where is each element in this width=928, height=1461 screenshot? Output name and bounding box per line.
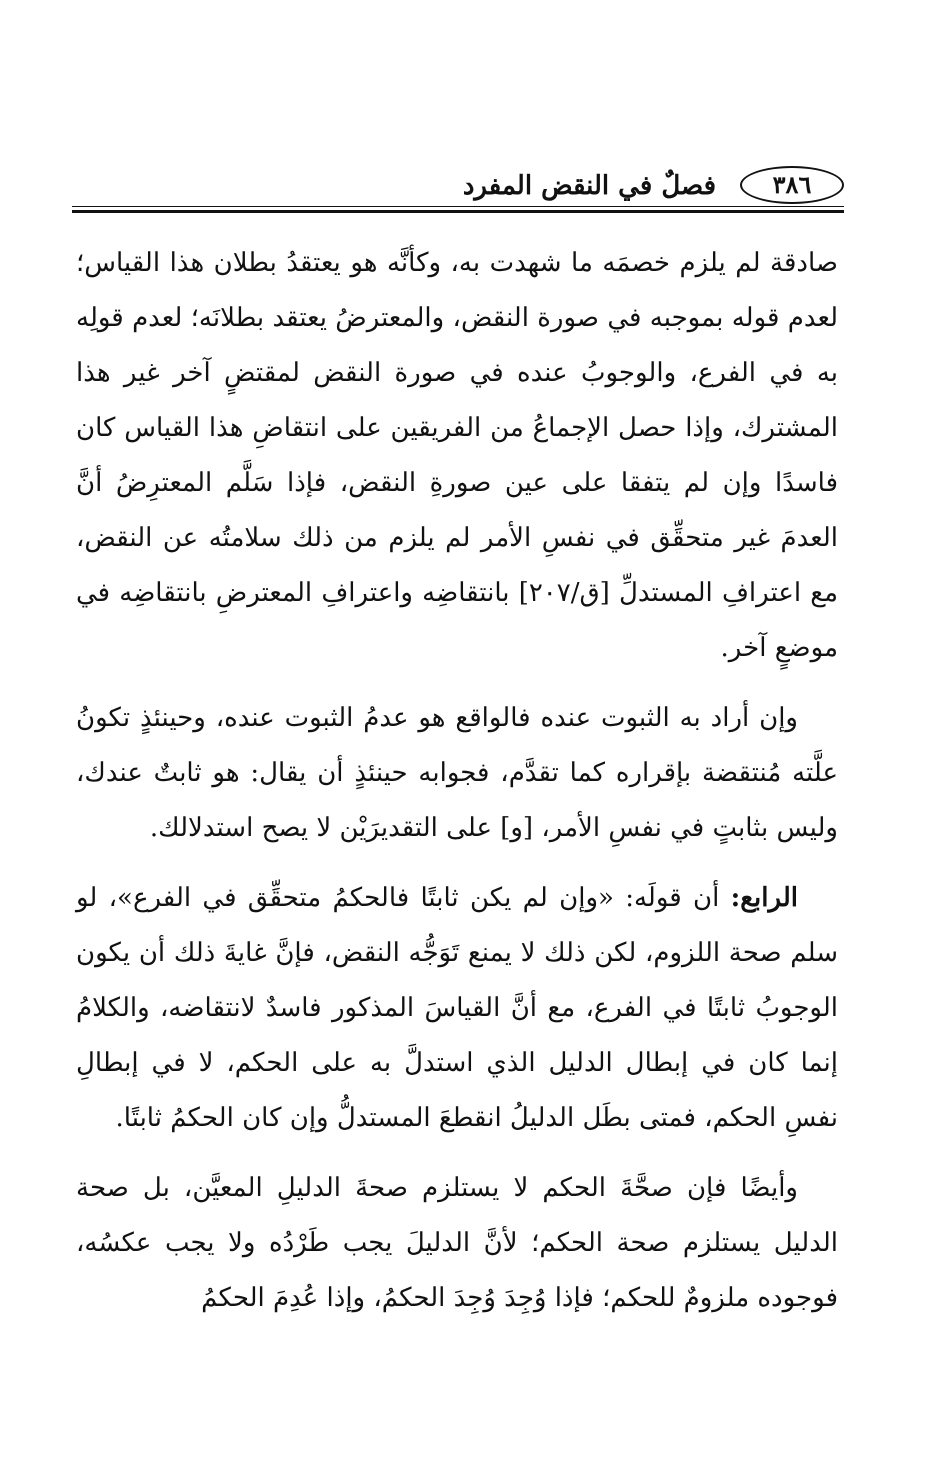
page-header <box>72 162 844 214</box>
header-rule-thick <box>72 210 844 213</box>
header-rule-thin <box>72 206 844 207</box>
paragraph-1: صادقة لم يلزم خصمَه ما شهدت به، وكأنَّه هو يعتقدُ بطلان هذا القياس؛ لعدم قوله بموجبه في صورة النقض، والمعترضُ يعتقد بطلانَه؛ لعدم قولِه به في الفرع، والوجوبُ عنده في صورة النقض لمقتضٍ آخر غير هذا المشترك، وإذا حصل الإجماعُ من الفريقين على انتقاضِ هذا القياس كان فاسدًا وإن لم يتفقا على عين صورةِ النقض، فإذا سَلَّم المعترِضُ أنَّ العدمَ غير متحقِّق في نفسِ الأمر لم يلزم من ذلك سلامتُه عن النقض، مع اعترافِ المستدلِّ [ق/٢٠٧] بانتقاضِه واعترافِ المعترضِ بانتقاضِه في موضعٍ آخر. <box>76 248 839 663</box>
running-title: فصلٌ في النقض المفرد <box>462 171 716 201</box>
page-number: ٣٨٦ <box>740 166 844 204</box>
paragraph-3-lead: الرابع: <box>730 883 798 913</box>
paragraph-3 <box>76 871 838 1146</box>
body-text <box>76 236 838 1341</box>
paragraph-2: وإن أراد به الثبوت عنده فالواقع هو عدمُ الثبوت عنده، وحينئذٍ تكونُ علَّته مُنتقضة بإقراره كما تقدَّم، فجوابه حينئذٍ أن يقال: هو ثابتٌ عندك، وليس بثابتٍ في نفسِ الأمر، [و] على التقديرَيْن لا يصح استدلالك. <box>76 703 838 843</box>
paragraph-4: وأيضًا فإن صحَّةَ الحكم لا يستلزم صحةَ الدليلِ المعيَّن، بل صحة الدليل يستلزم صحة الحكم؛ لأنَّ الدليلَ يجب طَرْدُه ولا يجب عكسُه، فوجوده ملزومٌ للحكم؛ فإذا وُجِدَ وُجِدَ الحكمُ، وإذا عُدِمَ الحكمُ <box>76 1173 838 1313</box>
paragraph-3-text: أن قولَه: «وإن لم يكن ثابتًا فالحكمُ متحقِّق في الفرع»، لو سلم صحة اللزوم، لكن ذلك لا يمنع تَوَجُّه النقض، فإنَّ غايةَ ذلك أن يكون الوجوبُ ثابتًا في الفرع، مع أنَّ القياسَ المذكور فاسدٌ لانتقاضه، والكلامُ إنما كان في إبطال الدليل الذي استدلَّ به على الحكم، لا في إبطالِ نفسِ الحكم، فمتى بطَل الدليلُ انقطعَ المستدلُّ وإن كان الحكمُ ثابتًا. <box>76 883 838 1133</box>
